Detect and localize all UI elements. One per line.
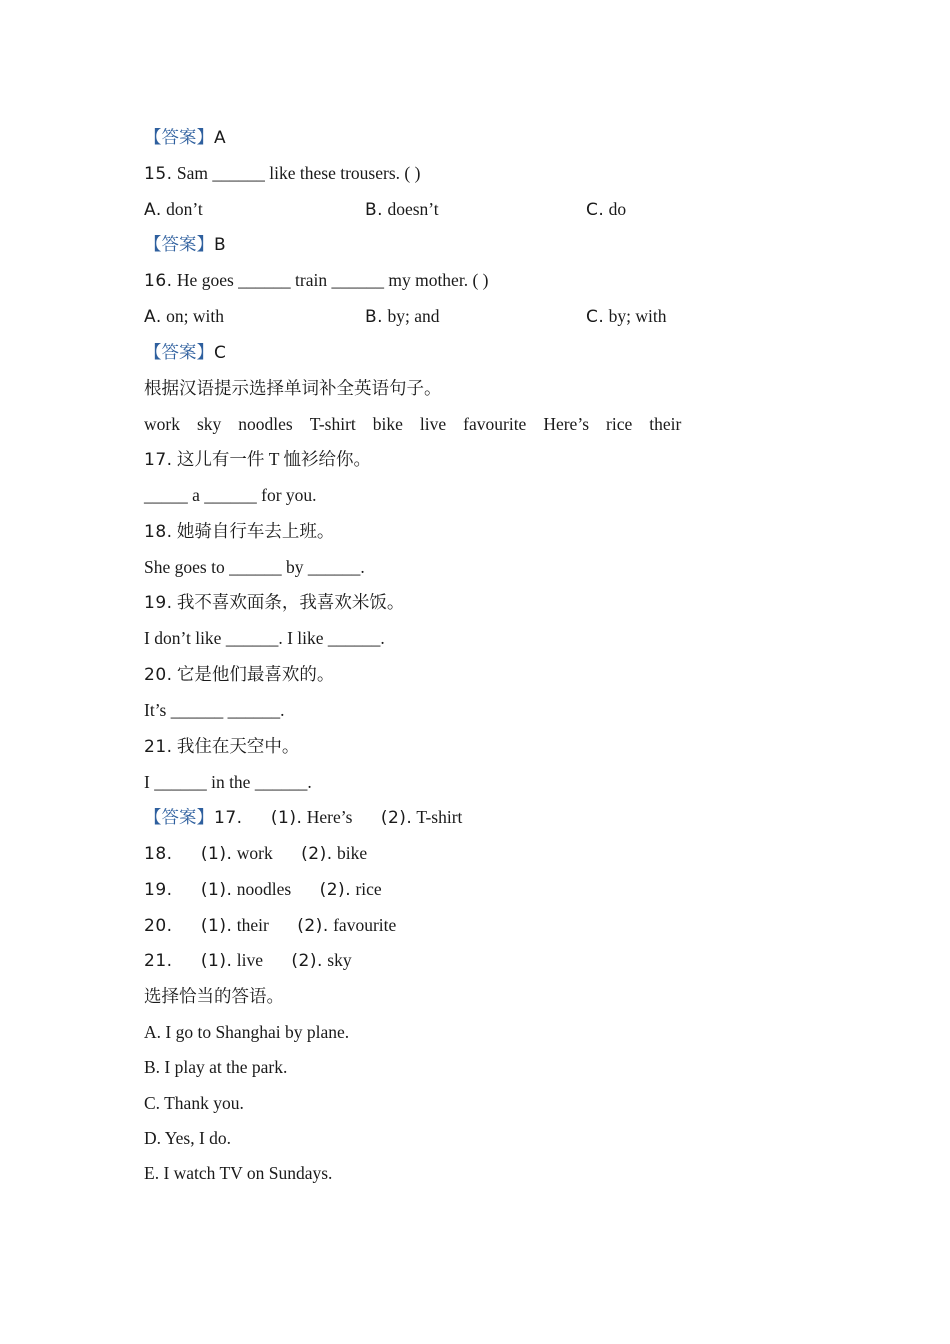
answer-value: C: [214, 343, 227, 363]
part-marker: (2).: [380, 808, 413, 828]
option-b-key: B.: [365, 200, 384, 220]
answer-line-16: [144, 334, 870, 370]
answer-label: 【答案】: [144, 342, 214, 362]
option-b-text: doesn’t: [387, 199, 439, 219]
choice-e: E. I watch TV on Sundays.: [144, 1163, 333, 1183]
part-value: live: [236, 950, 264, 970]
question-18-prompt: [144, 513, 870, 549]
part-value: sky: [327, 950, 352, 970]
part-value: noodles: [236, 879, 292, 899]
question-number: 16.: [144, 271, 173, 291]
section-instruction: 根据汉语提示选择单词补全英语句子。: [144, 378, 442, 398]
part-marker: (1).: [200, 880, 233, 900]
choice-a: A. I go to Shanghai by plane.: [144, 1022, 350, 1042]
word-bank-item: bike: [372, 414, 403, 434]
question-number: 17.: [144, 450, 173, 470]
option-b-key: B.: [365, 307, 384, 327]
answer-part-1: [271, 807, 353, 827]
option-a-text: don’t: [166, 199, 203, 219]
question-number: 19.: [144, 593, 173, 613]
question-chinese: 她骑自行车去上班。: [176, 521, 335, 541]
part-value: T-shirt: [416, 807, 463, 827]
question-chinese: 我不喜欢面条，我喜欢米饭。: [176, 592, 405, 612]
question-15: [144, 155, 870, 191]
part-marker: (1).: [270, 808, 303, 828]
word-bank-item: their: [649, 414, 682, 434]
question-20-prompt: [144, 656, 870, 692]
choice-d: D. Yes, I do.: [144, 1128, 232, 1148]
part-value: work: [236, 843, 273, 863]
answer-number: 20.: [144, 916, 173, 936]
option-a-key: A.: [144, 200, 162, 220]
word-bank-item: rice: [606, 414, 633, 434]
part-marker: (2).: [301, 844, 333, 864]
part-value: rice: [355, 879, 382, 899]
option-a: [144, 191, 203, 228]
part-value: bike: [336, 843, 368, 863]
option-c: [586, 298, 667, 335]
answer-part-1: [201, 843, 273, 863]
option-c-key: C.: [586, 200, 605, 220]
answer-number: 17.: [214, 808, 243, 828]
part-marker: (2).: [319, 880, 352, 900]
question-16: [144, 262, 870, 298]
answer-label: 【答案】: [144, 234, 214, 254]
answer-value: B: [214, 235, 227, 255]
answer-number: 19.: [144, 880, 173, 900]
option-b-text: by; and: [387, 306, 440, 326]
part-marker: (1).: [200, 844, 233, 864]
question-number: 18.: [144, 522, 173, 542]
question-21-sentence: I ______ in the ______.: [144, 772, 312, 792]
answer-part-1: [201, 915, 269, 935]
answer-18: [144, 835, 870, 871]
question-19-sentence: I don’t like ______. I like ______.: [144, 628, 385, 648]
answer-line-14: [144, 119, 870, 155]
options-15: [144, 191, 870, 227]
part-marker: (2).: [297, 916, 329, 936]
answer-part-2: [291, 950, 351, 970]
question-number: 20.: [144, 665, 173, 685]
question-chinese: 它是他们最喜欢的。: [176, 664, 335, 684]
part-value: Here’s: [306, 807, 353, 827]
word-bank-item: noodles: [238, 414, 293, 434]
option-b: [365, 191, 439, 228]
option-c-text: do: [608, 199, 627, 219]
question-chinese: 这儿有一件 T 恤衫给你。: [176, 449, 372, 469]
question-number: 15.: [144, 164, 173, 184]
options-16: [144, 298, 870, 334]
answer-line-15: [144, 226, 870, 262]
word-bank: [144, 406, 870, 442]
answer-part-2: [301, 843, 367, 863]
choice-b: B. I play at the park.: [144, 1057, 288, 1077]
section-instruction: 选择恰当的答语。: [144, 986, 284, 1006]
option-c-key: C.: [586, 307, 605, 327]
answer-value: A: [214, 128, 227, 148]
word-bank-item: T-shirt: [309, 414, 356, 434]
question-number: 21.: [144, 737, 173, 757]
word-bank-item: sky: [196, 414, 222, 434]
answer-label: 【答案】: [144, 127, 214, 147]
question-text: Sam ______ like these trousers. ( ): [176, 163, 421, 183]
option-c-text: by; with: [608, 306, 667, 326]
part-value: their: [236, 915, 269, 935]
question-chinese: 我住在天空中。: [176, 736, 300, 756]
option-a-text: on; with: [166, 306, 224, 326]
answer-20: [144, 907, 870, 943]
part-value: favourite: [333, 915, 397, 935]
word-bank-item: live: [419, 414, 447, 434]
answer-17: [144, 799, 870, 835]
question-17-prompt: [144, 441, 870, 477]
answer-number: 18.: [144, 844, 173, 864]
question-21-prompt: [144, 728, 870, 764]
answer-part-2: [297, 915, 396, 935]
option-a: [144, 298, 224, 335]
part-marker: (1).: [200, 916, 233, 936]
option-c: [586, 191, 626, 228]
answer-part-1: [201, 879, 291, 899]
word-bank-item: work: [144, 414, 180, 434]
answer-19: [144, 871, 870, 907]
answer-part-2: [320, 879, 382, 899]
word-bank-item: favourite: [463, 414, 527, 434]
question-19-prompt: [144, 584, 870, 620]
question-18-sentence: She goes to ______ by ______.: [144, 557, 365, 577]
answer-part-1: [201, 950, 263, 970]
part-marker: (2).: [291, 951, 323, 971]
word-bank-item: Here’s: [543, 414, 590, 434]
option-b: [365, 298, 439, 335]
choice-c: C. Thank you.: [144, 1093, 244, 1113]
question-20-sentence: It’s ______ ______.: [144, 700, 285, 720]
question-17-sentence: _____ a ______ for you.: [144, 485, 317, 505]
answer-21: [144, 942, 870, 978]
answer-label: 【答案】: [144, 807, 214, 827]
answer-number: 21.: [144, 951, 173, 971]
question-text: He goes ______ train ______ my mother. ( ): [176, 270, 489, 290]
option-a-key: A.: [144, 307, 162, 327]
part-marker: (1).: [200, 951, 233, 971]
answer-part-2: [381, 807, 463, 827]
